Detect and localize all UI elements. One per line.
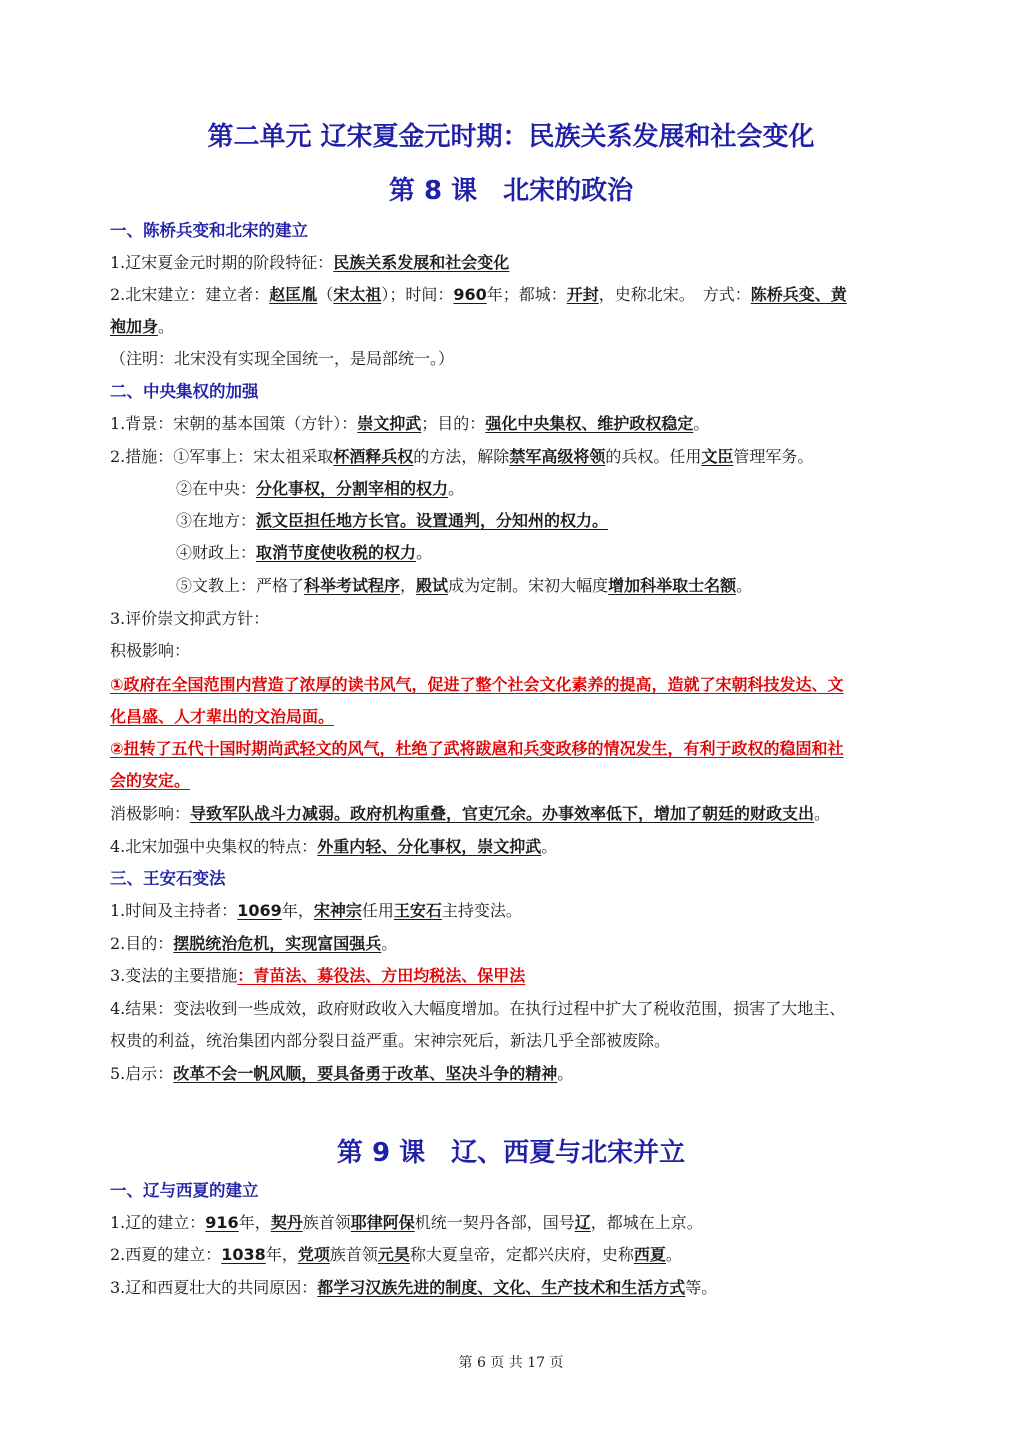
keyword: 外重内轻、分化事权，崇文抑武 [317, 837, 542, 856]
keyword: 殿试 [416, 576, 449, 595]
red-keyword: ：青苗法、募役法、方田均税法、保甲法 [237, 966, 526, 985]
paragraph: 1.辽的建立：916年，契丹族首领耶律阿保机统一契丹各部，国号辽，都城在上京。 [110, 1213, 703, 1232]
paragraph: 消极影响：导致军队战斗力减弱。政府机构重叠，官吏冗余。办事效率低下，增加了朝廷的财政支出。 [110, 804, 831, 823]
keyword: 契丹 [270, 1213, 303, 1232]
paragraph: ②在中央：分化事权，分割宰相的权力。 [176, 479, 465, 498]
positive-impact-1-cont: 化昌盛、人才辈出的文治局面。 [110, 707, 335, 726]
lesson-8-title: 第 8 课 北宋的政治 [388, 176, 634, 206]
paragraph: 2.北宋建立：建立者：赵匡胤（宋太祖）；时间：960年；都城：开封，史称北宋。 方式：陈桥兵变、黄 [110, 285, 847, 304]
keyword: 赵匡胤 [269, 285, 318, 304]
paragraph: 1.时间及主持者：1069年，宋神宗任用王安石主持变法。 [110, 901, 522, 920]
keyword: 强化中央集权、维护政权稳定 [485, 414, 694, 433]
keyword: 916 [205, 1213, 239, 1232]
keyword: 王安石 [393, 901, 442, 920]
unit-title: 第二单元 辽宋夏金元时期：民族关系发展和社会变化 [207, 122, 815, 152]
paragraph: 2.西夏的建立：1038年，党项族首领元昊称大夏皇帝，定都兴庆府，史称西夏。 [110, 1245, 682, 1264]
keyword: 耶律阿保 [350, 1213, 415, 1232]
paragraph: ③在地方：派文臣担任地方长官。设置通判，分知州的权力。 [176, 511, 609, 530]
keyword: 分化事权，分割宰相的权力 [256, 479, 449, 498]
keyword: 取消节度使收税的权力 [256, 543, 417, 562]
paragraph: ④财政上：取消节度使收税的权力。 [176, 543, 433, 562]
keyword: 1069 [237, 901, 282, 920]
keyword: 崇文抑武 [357, 414, 422, 433]
positive-impact-1: ①政府在全国范围内营造了浓厚的读书风气，促进了整个社会文化素养的提高，造就了宋朝科技发达、文 [110, 675, 844, 694]
keyword: 陈桥兵变、黄 [750, 285, 847, 304]
keyword: 文臣 [701, 447, 734, 466]
paragraph: 4.结果：变法收到一些成效，政府财政收入大幅度增加。在执行过程中扩大了税收范围，损害了大地主、 [110, 999, 846, 1018]
keyword: 开封 [566, 285, 599, 304]
keyword: 都学习汉族先进的制度、文化、生产技术和生活方式 [317, 1278, 686, 1297]
paragraph: 3.变法的主要措施：青苗法、募役法、方田均税法、保甲法 [110, 966, 526, 985]
keyword: 西夏 [633, 1245, 666, 1264]
paragraph: 1.背景：宋朝的基本国策（方针）：崇文抑武；目的：强化中央集权、维护政权稳定。 [110, 414, 710, 433]
paragraph-continued: 袍加身。 [110, 317, 175, 336]
paragraph: 3.评价崇文抑武方针： [110, 609, 270, 628]
keyword: 增加科举取士名额 [608, 576, 737, 595]
keyword: 袍加身 [110, 317, 159, 336]
keyword: 导致军队战斗力减弱。政府机构重叠，官吏冗余。办事效率低下，增加了朝廷的财政支出 [190, 804, 815, 823]
keyword: 1038 [221, 1245, 266, 1264]
keyword: 派文臣担任地方长官。设置通判，分知州的权力。 [256, 511, 609, 530]
lesson-9-title: 第 9 课 辽、西夏与北宋并立 [336, 1138, 686, 1168]
paragraph-continued: 权贵的利益，统治集团内部分裂日益严重。宋神宗死后，新法几乎全部被废除。 [110, 1031, 671, 1050]
page-footer: 第 6 页 共 17 页 [458, 1355, 564, 1371]
paragraph: 5.启示：改革不会一帆风顺，要具备勇于改革、坚决斗争的精神。 [110, 1064, 574, 1083]
paragraph: 积极影响： [110, 641, 191, 660]
paragraph: ⑤文教上：严格了科举考试程序，殿试成为定制。宋初大幅度增加科举取士名额。 [176, 576, 753, 595]
keyword: 宋太祖 [333, 285, 382, 304]
keyword: 禁军高级将领 [509, 447, 606, 466]
section-heading: 一、辽与西夏的建立 [110, 1181, 259, 1200]
paragraph: 2.措施：①军事上：宋太祖采取杯酒释兵权的方法，解除禁军高级将领的兵权。任用文臣管理军务。 [110, 447, 814, 466]
keyword: 杯酒释兵权 [333, 447, 414, 466]
keyword: 摆脱统治危机，实现富国强兵 [173, 934, 382, 953]
paragraph: 2.目的：摆脱统治危机，实现富国强兵。 [110, 934, 398, 953]
section-heading-2: 二、中央集权的加强 [110, 382, 259, 401]
positive-impact-2-cont: 会的安定。 [110, 771, 191, 790]
paragraph: 1.辽宋夏金元时期的阶段特征：民族关系发展和社会变化 [110, 253, 510, 272]
section-heading-1: 一、陈桥兵变和北宋的建立 [110, 221, 308, 240]
keyword: 元昊 [377, 1245, 410, 1264]
keyword: 民族关系发展和社会变化 [333, 253, 510, 272]
keyword: 科举考试程序 [304, 576, 401, 595]
keyword: 党项 [297, 1245, 330, 1264]
keyword: 辽 [574, 1213, 591, 1232]
section-heading-3: 三、王安石变法 [110, 869, 226, 888]
positive-impact-2: ②扭转了五代十国时期尚武轻文的风气，杜绝了武将跋扈和兵变政移的情况发生，有利于政权的稳固和社 [110, 739, 844, 758]
note: （注明：北宋没有实现全国统一，是局部统一。） [110, 349, 455, 368]
paragraph: 3.辽和西夏壮大的共同原因：都学习汉族先进的制度、文化、生产技术和生活方式等。 [110, 1278, 718, 1297]
keyword: 960 [453, 285, 487, 304]
paragraph: 4.北宋加强中央集权的特点：外重内轻、分化事权，崇文抑武。 [110, 837, 558, 856]
keyword: 改革不会一帆风顺，要具备勇于改革、坚决斗争的精神 [173, 1064, 558, 1083]
keyword: 宋神宗 [313, 901, 362, 920]
